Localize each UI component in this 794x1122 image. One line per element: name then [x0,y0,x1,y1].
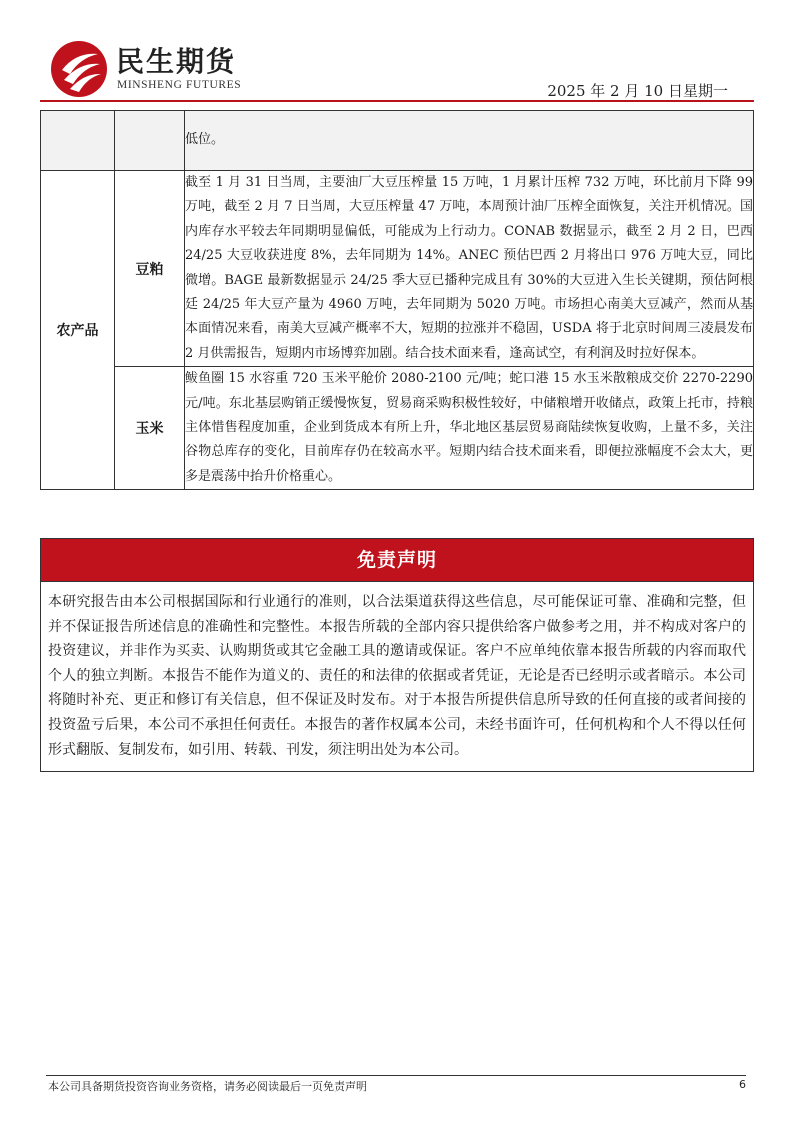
category-label: 农产品 [41,171,115,490]
company-name-en: MINSHENG FUTURES [117,79,242,91]
disclaimer-title: 免责声明 [41,539,753,581]
company-name-cn: 民生期货 [116,45,237,78]
item-label: 玉米 [115,367,185,490]
commodity-table [40,110,754,490]
page-header [40,36,754,102]
page-number: 6 [739,1078,746,1091]
item-label: 豆粕 [115,171,185,367]
table-row [41,171,754,367]
table-cell [115,111,185,171]
footer-notice: 本公司具备期货投资咨询业务资格，请务必阅读最后一页免责声明 [48,1080,367,1093]
table-cell-text: 低位。 [185,111,754,171]
table-row [41,367,754,490]
table-row [41,111,754,171]
footer-divider [46,1075,746,1076]
header-divider [40,100,754,102]
report-date: 2025 年 2 月 10 日星期一 [547,82,728,100]
item-analysis-text: 鲅鱼圈 15 水容重 720 玉米平舱价 2080-2100 元/吨；蛇口港 15 水玉米散粮成交价 2270-2290 元/吨。东北基层购销正缓慢恢复，贸易商采购积极性较好，中储粮增开收储点，政策上托市，持粮主体惜售程度加重，企业到货成本有所上升，华北地区基层贸易商陆续恢复收购，上量不多，关注谷物总库存的变化，目前库存仍在较高水平。短期内结合技术面来看，即便拉涨幅度不会太大，更多是震荡中抬升价格重心。 [185,367,754,490]
disclaimer-body: 本研究报告由本公司根据国际和行业通行的准则，以合法渠道获得这些信息，尽可能保证可靠、准确和完整，但并不保证报告所述信息的准确性和完整性。本报告所载的全部内容只提供给客户做参考之用，并不构成对客户的投资建议，并非作为买卖、认购期货或其它金融工具的邀请或保证。客户不应单纯依靠本报告所载的内容而取代个人的独立判断。本报告不能作为道义的、责任的和法律的依据或者凭证，无论是否已经明示或者暗示。本公司将随时补充、更正和修订有关信息，但不保证及时发布。对于本报告所提供信息所导致的任何直接的或者间接的投资盈亏后果，本公司不承担任何责任。本报告的著作权属本公司，未经书面许可，任何机构和个人不得以任何形式翻版、复制发布，如引用、转载、刊发，须注明出处为本公司。 [41,581,753,771]
disclaimer-box [40,538,754,772]
minsheng-logo-icon [50,40,108,98]
item-analysis-text: 截至 1 月 31 日当周，主要油厂大豆压榨量 15 万吨，1 月累计压榨 732 万吨，环比前月下降 99 万吨，截至 2 月 7 日当周，大豆压榨量 47 万吨，本周预计油厂压榨全面恢复，关注开机情况。国内库存水平较去年同期明显偏低，可能成为上行动力。CONAB 数据显示，截至 2 月 2 日，巴西 24/25 大豆收获进度 8%，去年同期为 14%。ANEC 预估巴西 2 月将出口 976 万吨大豆，同比微增。BAGE 最新数据显示 24/25 季大豆已播种完成且有 30%的大豆进入生长关键期，预估阿根廷 24/25 年大豆产量为 4960 万吨，去年同期为 5020 万吨。市场担心南美大豆减产，然而从基本面情况来看，南美大豆减产概率不大，短期的拉涨并不稳固，USDA 将于北京时间周三凌晨发布 2 月供需报告，短期内市场博弈加剧。结合技术面来看，逢高试空，有利润及时拉好保本。 [185,171,754,367]
table-cell [41,111,115,171]
